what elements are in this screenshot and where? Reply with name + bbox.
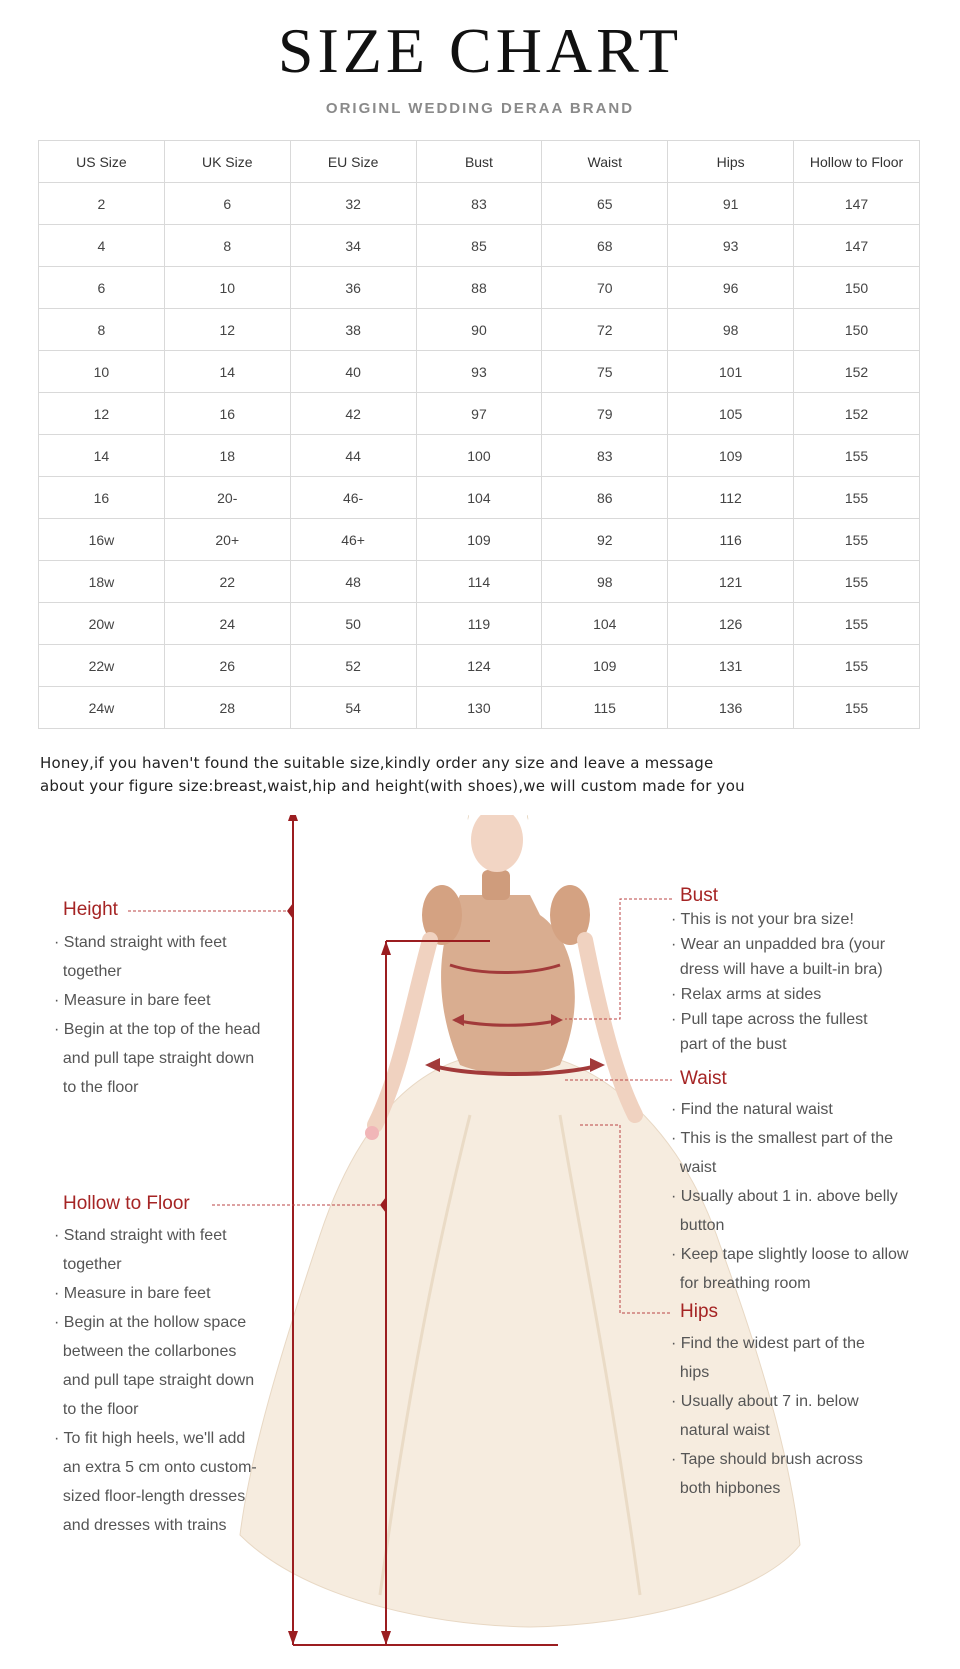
table-cell: 79	[542, 393, 668, 435]
instruction-line: and dresses with trains	[54, 1517, 227, 1534]
table-cell: 155	[794, 561, 920, 603]
table-cell: 70	[542, 267, 668, 309]
instruction-line: · Pull tape across the fullest	[671, 1011, 868, 1028]
table-cell: 121	[668, 561, 794, 603]
table-cell: 150	[794, 267, 920, 309]
measurement-guide	[0, 815, 960, 1669]
table-cell: 40	[290, 351, 416, 393]
table-cell: 48	[290, 561, 416, 603]
waist-label: Waist	[680, 1068, 727, 1089]
table-cell: 98	[542, 561, 668, 603]
instruction-line: · Wear an unpadded bra (your	[671, 936, 886, 953]
table-cell: 104	[542, 603, 668, 645]
table-cell: 155	[794, 645, 920, 687]
table-cell: 119	[416, 603, 542, 645]
table-cell: 104	[416, 477, 542, 519]
instruction-line: · Keep tape slightly loose to allow	[671, 1246, 909, 1263]
column-header: Hips	[668, 141, 794, 183]
table-cell: 124	[416, 645, 542, 687]
table-cell: 155	[794, 603, 920, 645]
table-cell: 152	[794, 351, 920, 393]
column-header: Bust	[416, 141, 542, 183]
table-cell: 155	[794, 687, 920, 729]
table-cell: 105	[668, 393, 794, 435]
instruction-line: sized floor-length dresses	[54, 1488, 246, 1505]
table-cell: 96	[668, 267, 794, 309]
column-header: US Size	[39, 141, 165, 183]
table-cell: 98	[668, 309, 794, 351]
table-row	[39, 561, 920, 603]
height-arrow-top	[288, 815, 298, 821]
table-cell: 22	[164, 561, 290, 603]
table-row	[39, 393, 920, 435]
hollow-arrow-top	[381, 941, 391, 955]
table-cell: 42	[290, 393, 416, 435]
table-cell: 14	[164, 351, 290, 393]
hips-label: Hips	[680, 1301, 719, 1322]
table-cell: 75	[542, 351, 668, 393]
instruction-line: · Relax arms at sides	[671, 986, 822, 1003]
table-cell: 10	[164, 267, 290, 309]
table-cell: 46-	[290, 477, 416, 519]
table-row	[39, 645, 920, 687]
instruction-line: and pull tape straight down	[54, 1372, 255, 1389]
instruction-line: and pull tape straight down	[54, 1050, 255, 1067]
instruction-line: · Stand straight with feet	[54, 1227, 227, 1244]
hollow-to-floor-instructions	[54, 1221, 257, 1540]
table-cell: 93	[668, 225, 794, 267]
table-cell: 101	[668, 351, 794, 393]
table-cell: 65	[542, 183, 668, 225]
table-cell: 131	[668, 645, 794, 687]
table-cell: 83	[542, 435, 668, 477]
height-instructions	[54, 928, 260, 1102]
page-subtitle: ORIGINL WEDDING DERAA BRAND	[325, 100, 635, 117]
table-cell: 92	[542, 519, 668, 561]
table-cell: 18	[164, 435, 290, 477]
table-cell: 72	[542, 309, 668, 351]
table-cell: 147	[794, 183, 920, 225]
table-row	[39, 435, 920, 477]
table-cell: 114	[416, 561, 542, 603]
instruction-line: together	[54, 963, 122, 980]
instruction-line: · Usually about 1 in. above belly	[671, 1188, 898, 1205]
table-cell: 93	[416, 351, 542, 393]
table-cell: 16	[164, 393, 290, 435]
instruction-line: part of the bust	[671, 1036, 787, 1053]
table-cell: 6	[164, 183, 290, 225]
column-header: EU Size	[290, 141, 416, 183]
column-header: Hollow to Floor	[794, 141, 920, 183]
table-cell: 155	[794, 519, 920, 561]
instruction-line: hips	[671, 1364, 710, 1381]
instruction-line: · Find the natural waist	[671, 1101, 833, 1118]
instruction-line: · This is not your bra size!	[671, 911, 854, 928]
instruction-line: for breathing room	[671, 1275, 811, 1292]
collar	[482, 870, 510, 900]
table-cell: 10	[39, 351, 165, 393]
table-cell: 6	[39, 267, 165, 309]
table-cell: 50	[290, 603, 416, 645]
instruction-line: to the floor	[54, 1401, 139, 1418]
table-cell: 12	[164, 309, 290, 351]
table-cell: 38	[290, 309, 416, 351]
table-cell: 34	[290, 225, 416, 267]
hips-tape-arrow-left	[425, 1058, 440, 1072]
instruction-line: · Begin at the top of the head	[54, 1021, 261, 1038]
table-cell: 109	[416, 519, 542, 561]
table-cell: 52	[290, 645, 416, 687]
table-cell: 152	[794, 393, 920, 435]
instruction-line: waist	[671, 1159, 717, 1176]
table-cell: 91	[668, 183, 794, 225]
instruction-line: · Measure in bare feet	[54, 1285, 211, 1302]
table-cell: 24	[164, 603, 290, 645]
table-row	[39, 477, 920, 519]
table-cell: 136	[668, 687, 794, 729]
instruction-line: between the collarbones	[54, 1343, 237, 1360]
table-row	[39, 603, 920, 645]
table-cell: 20+	[164, 519, 290, 561]
table-cell: 147	[794, 225, 920, 267]
hips-instructions	[671, 1329, 865, 1503]
table-cell: 8	[164, 225, 290, 267]
custom-size-note-line-1: Honey,if you haven't found the suitable size,kindly order any size and leave a message	[40, 754, 714, 772]
table-cell: 130	[416, 687, 542, 729]
head	[471, 815, 523, 872]
instruction-line: both hipbones	[671, 1480, 781, 1497]
table-cell: 86	[542, 477, 668, 519]
height-label: Height	[63, 899, 118, 920]
table-cell: 116	[668, 519, 794, 561]
table-cell: 100	[416, 435, 542, 477]
table-cell: 90	[416, 309, 542, 351]
table-cell: 112	[668, 477, 794, 519]
table-cell: 109	[668, 435, 794, 477]
table-row	[39, 309, 920, 351]
instruction-line: · Tape should brush across	[671, 1451, 863, 1468]
table-row	[39, 687, 920, 729]
height-arrow-bottom	[288, 1631, 298, 1645]
table-cell: 22w	[39, 645, 165, 687]
table-cell: 14	[39, 435, 165, 477]
table-cell: 115	[542, 687, 668, 729]
hollow-to-floor-label: Hollow to Floor	[63, 1193, 190, 1214]
table-cell: 18w	[39, 561, 165, 603]
instruction-line: button	[671, 1217, 725, 1234]
instruction-line: · Find the widest part of the	[671, 1335, 865, 1352]
table-cell: 83	[416, 183, 542, 225]
table-cell: 85	[416, 225, 542, 267]
column-header: UK Size	[164, 141, 290, 183]
table-row	[39, 225, 920, 267]
table-cell: 150	[794, 309, 920, 351]
instruction-line: to the floor	[54, 1079, 139, 1096]
table-cell: 109	[542, 645, 668, 687]
hips-tape-arrow-right	[590, 1058, 605, 1072]
table-row	[39, 183, 920, 225]
table-cell: 26	[164, 645, 290, 687]
table-cell: 20w	[39, 603, 165, 645]
table-header-row	[39, 141, 920, 183]
bust-label: Bust	[680, 885, 719, 906]
table-row	[39, 519, 920, 561]
hollow-arrow-bottom	[381, 1631, 391, 1645]
table-row	[39, 351, 920, 393]
table-cell: 16	[39, 477, 165, 519]
table-cell: 68	[542, 225, 668, 267]
instruction-line: · Usually about 7 in. below	[671, 1393, 859, 1410]
table-cell: 32	[290, 183, 416, 225]
bouquet	[365, 1126, 379, 1140]
table-cell: 97	[416, 393, 542, 435]
table-cell: 24w	[39, 687, 165, 729]
table-cell: 20-	[164, 477, 290, 519]
table-cell: 28	[164, 687, 290, 729]
custom-size-note-line-2: about your figure size:breast,waist,hip and height(with shoes),we will custom made for you	[40, 777, 745, 795]
table-cell: 36	[290, 267, 416, 309]
instruction-line: · This is the smallest part of the	[671, 1130, 894, 1147]
instruction-line: · Measure in bare feet	[54, 992, 211, 1009]
table-cell: 54	[290, 687, 416, 729]
table-cell: 44	[290, 435, 416, 477]
column-header: Waist	[542, 141, 668, 183]
instruction-line: · To fit high heels, we'll add	[54, 1430, 246, 1447]
waist-instructions	[671, 1095, 908, 1298]
height-marker	[287, 903, 293, 919]
table-cell: 46+	[290, 519, 416, 561]
table-cell: 2	[39, 183, 165, 225]
bust-instructions	[671, 907, 885, 1057]
instruction-line: together	[54, 1256, 122, 1273]
instruction-line: an extra 5 cm onto custom-	[54, 1459, 257, 1476]
size-table	[38, 140, 920, 729]
table-cell: 88	[416, 267, 542, 309]
table-cell: 16w	[39, 519, 165, 561]
table-cell: 126	[668, 603, 794, 645]
instruction-line: natural waist	[671, 1422, 770, 1439]
table-row	[39, 267, 920, 309]
instruction-line: · Stand straight with feet	[54, 934, 227, 951]
table-cell: 4	[39, 225, 165, 267]
instruction-line: · Begin at the hollow space	[54, 1314, 247, 1331]
instruction-line: dress will have a built-in bra)	[671, 961, 883, 978]
table-cell: 155	[794, 477, 920, 519]
table-cell: 155	[794, 435, 920, 477]
page-title: SIZE CHART	[277, 15, 683, 86]
table-cell: 8	[39, 309, 165, 351]
table-cell: 12	[39, 393, 165, 435]
